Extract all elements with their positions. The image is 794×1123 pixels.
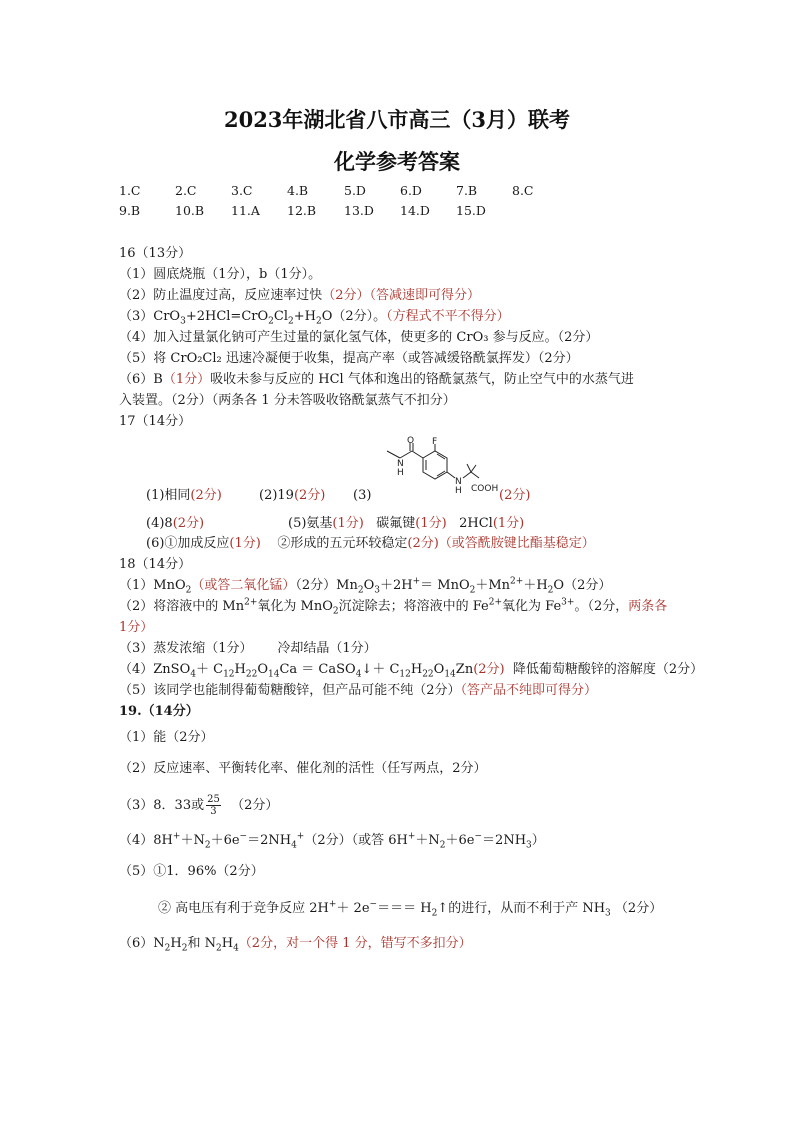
subscript: 2 <box>332 606 339 617</box>
q17-row1-part3: (3) <box>353 488 372 503</box>
q18-heading: 18（14分） <box>119 557 192 572</box>
subscript: 14 <box>268 669 280 680</box>
text: ＋H <box>523 578 548 593</box>
text: （6）N <box>119 936 165 951</box>
subscript: 2 <box>431 908 438 919</box>
q17-row1-score: (2分) <box>499 488 531 503</box>
text: Zn <box>455 662 474 677</box>
subscript: 2 <box>181 943 188 954</box>
mc-answer: 15.D <box>456 203 486 218</box>
q17-heading: 17（14分） <box>119 414 192 429</box>
q17-row2-part5 <box>288 516 524 532</box>
q18-line3 <box>119 641 377 657</box>
text: ＋N <box>415 833 440 848</box>
q17-row2 <box>146 516 204 532</box>
subscript: 12 <box>223 669 235 680</box>
subscript: 2 <box>268 316 274 327</box>
text: O <box>433 662 445 677</box>
score-note: （或答二氧化锰） <box>191 578 296 593</box>
mc-answer: 14.D <box>400 203 430 218</box>
superscript: − <box>474 831 483 842</box>
score-note: (2分) <box>293 488 326 503</box>
score-note: （1分） <box>162 372 211 387</box>
text: ＋ C <box>195 662 224 677</box>
subscript: 2 <box>288 316 294 327</box>
q18-line2 <box>119 599 667 615</box>
superscript: 2+ <box>244 597 258 608</box>
subscript: 3 <box>180 316 186 327</box>
subscript: 14 <box>444 669 456 680</box>
text: 吸收未参与反应的 HCl 气体和逸出的铬酰氯蒸气，防止空气中的水蒸气进 <box>210 372 634 387</box>
structure-formula-image <box>355 436 505 502</box>
mol-label: N <box>455 477 462 487</box>
score-note: (1分) <box>415 516 447 531</box>
text: O（2分） <box>553 578 612 593</box>
mc-answer: 8.C <box>512 183 534 198</box>
text: ＝2NH <box>482 833 527 848</box>
text: (2)19 <box>259 488 294 503</box>
score-note: （答产品不纯即可得分） <box>460 683 598 698</box>
text: ＋6e <box>210 833 240 848</box>
mol-label: O <box>407 436 415 446</box>
score-note: （方程式不平不得分） <box>386 309 510 324</box>
q18-line2-cont: 1分） <box>119 620 154 635</box>
text: （2分）（或答 6H <box>304 833 408 848</box>
text: 氧化为 MnO <box>257 599 333 614</box>
page-title: 2023年湖北省八市高三（3月）联考 <box>223 107 571 132</box>
text: (6)①加成反应 <box>146 536 230 551</box>
score-note: (2分) <box>190 488 222 503</box>
text: Ca ＝ CaSO <box>279 662 356 677</box>
text: H <box>234 662 246 677</box>
q17-row1 <box>146 488 222 504</box>
text: ↓＋ C <box>361 662 400 677</box>
text: H <box>221 936 234 951</box>
text: （3）8．33或 <box>119 798 205 813</box>
superscript: + <box>328 899 337 910</box>
q16-line1: （1）圆底烧瓶（1分），b（1分）。 <box>119 267 322 282</box>
text: Cl <box>273 309 288 324</box>
text: O <box>363 578 375 593</box>
text: （2）防止温度过高，反应速率过快 <box>119 288 323 303</box>
text: 降低葡萄糖酸锌的溶解度（2分） <box>512 662 704 677</box>
q16-line5: （5）将 CrO₂Cl₂ 迅速冷凝便于收集，提高产率（或答减缓铬酰氯挥发）（2分） <box>119 351 579 366</box>
mc-answer: 4.B <box>287 183 309 198</box>
text: ② 高电压有利于竞争反应 2H <box>158 901 329 916</box>
mc-answer: 13.D <box>344 203 374 218</box>
q16-line3 <box>119 309 510 325</box>
mc-answer: 11.A <box>231 203 260 218</box>
superscript: + <box>412 576 421 587</box>
subscript: 2 <box>439 840 446 851</box>
q17-row1-part2 <box>259 488 325 504</box>
q19-line2: （2）反应速率、平衡转化率、催化剂的活性（任写两点，2分） <box>119 761 487 776</box>
subscript: 2 <box>547 585 554 596</box>
q16-line4: （4）加入过量氯化钠可产生过量的氯化氢气体，使更多的 CrO₃ 参与反应。（2分） <box>119 330 599 345</box>
mc-answer: 9.B <box>119 203 141 218</box>
fraction-denominator: 3 <box>210 806 217 817</box>
fraction <box>206 794 221 817</box>
q17-row3 <box>146 536 595 552</box>
superscript: − <box>369 899 378 910</box>
text: （1）MnO <box>119 578 186 593</box>
text: （6）B <box>119 372 163 387</box>
text: ＋Mn <box>475 578 511 593</box>
subscript: 12 <box>399 669 411 680</box>
mc-answer: 6.D <box>400 183 422 198</box>
text: ＋2H <box>379 578 413 593</box>
subscript: 3 <box>526 840 532 851</box>
score-note: 两条各 <box>628 599 668 614</box>
superscript: + <box>296 831 305 842</box>
mol-label: COOH <box>471 484 499 494</box>
subscript: 2 <box>185 585 192 596</box>
mc-answer: 12.B <box>287 203 317 218</box>
text: 碳氟键 <box>376 516 416 531</box>
score-note: （2分，对一个得 1 分，错写不多扣分） <box>238 936 472 951</box>
score-note: （2分）（答减速即可得分） <box>322 288 481 303</box>
superscript: + <box>407 831 416 842</box>
score-note: (2分) <box>473 662 505 677</box>
text: ＝ MnO <box>420 578 470 593</box>
text: 2HCl <box>459 516 493 531</box>
q16-line6 <box>119 372 634 388</box>
subscript: 4 <box>355 669 362 680</box>
text: ＝2NH <box>247 833 292 848</box>
text: (1)相同 <box>146 488 191 503</box>
subscript: 2 <box>215 943 222 954</box>
score-note: (1分) <box>492 516 525 531</box>
text: （2分） <box>231 798 279 813</box>
subscript: 22 <box>245 669 258 680</box>
text: （4）ZnSO <box>119 662 191 677</box>
q19-line1: （1）能（2分） <box>119 730 214 745</box>
subscript: 2 <box>164 943 171 954</box>
superscript: 3+ <box>561 597 575 608</box>
text: 沉淀除去；将溶液中的 Fe <box>338 599 489 614</box>
text: ＝＝＝ H <box>377 901 432 916</box>
text: （2分） <box>614 901 663 916</box>
mc-answer: 3.C <box>231 183 253 198</box>
text: H <box>170 936 182 951</box>
q16-heading: 16（13分） <box>119 246 192 261</box>
subscript: 3 <box>374 585 380 596</box>
mol-label: H <box>397 468 404 478</box>
q19-line4 <box>119 833 545 849</box>
q18-line4 <box>119 662 703 678</box>
mol-label: N <box>397 459 404 469</box>
q19-line5: （5）①1．96%（2分） <box>119 864 264 879</box>
text: ↑的进行，从而不利于产 NH <box>437 901 606 916</box>
mol-label: F <box>432 437 438 447</box>
text: ） <box>531 833 545 848</box>
text: （5）该同学也能制得葡萄糖酸锌，但产品可能不纯（2分） <box>119 683 461 698</box>
text: ＋N <box>180 833 205 848</box>
mc-answer: 5.D <box>344 183 366 198</box>
mc-answer: 7.B <box>456 183 478 198</box>
score-note: (1分) <box>332 516 364 531</box>
text: 冷却结晶（1分） <box>277 641 377 656</box>
subscript: 4 <box>291 840 297 851</box>
mc-answer: 10.B <box>175 203 205 218</box>
subscript: 2 <box>469 585 476 596</box>
text: ＋6e <box>445 833 475 848</box>
subscript: 2 <box>315 316 322 327</box>
text: ②形成的五元环较稳定 <box>277 536 408 551</box>
superscript: 2+ <box>488 597 503 608</box>
text: (5)氨基 <box>288 516 333 531</box>
text: 氧化为 Fe <box>502 599 562 614</box>
text: （3）蒸发浓缩（1分） <box>119 641 253 656</box>
text: 和 N <box>187 936 216 951</box>
text: （4）8H <box>119 833 173 848</box>
superscript: − <box>239 831 248 842</box>
text: 。（2分， <box>574 599 629 614</box>
q19-line6 <box>158 901 662 917</box>
subscript: 4 <box>190 669 196 680</box>
mc-answer: 1.C <box>119 183 141 198</box>
q18-line5 <box>119 683 597 699</box>
q19-line7 <box>119 936 472 952</box>
subscript: 22 <box>422 669 434 680</box>
text: ＋ 2e <box>336 901 370 916</box>
q19-line3 <box>119 794 278 817</box>
fraction-numerator: 25 <box>207 794 220 805</box>
score-note: (1分) <box>229 536 261 551</box>
subscript: 3 <box>605 908 611 919</box>
q16-line2 <box>119 288 480 304</box>
mc-answer: 2.C <box>175 183 197 198</box>
superscript: + <box>172 831 181 842</box>
score-note: (2分)（或答酰胺键比酯基稳定） <box>407 536 595 551</box>
mol-label: H <box>455 486 462 496</box>
superscript: 2+ <box>510 576 524 587</box>
subscript: 4 <box>233 943 239 954</box>
text: （2）将溶液中的 Mn <box>119 599 245 614</box>
score-note: (2分) <box>172 516 205 531</box>
text: H <box>410 662 423 677</box>
q16-line7: 入装置。（2分）（两条各 1 分未答吸收铬酰氯蒸气不扣分） <box>119 393 456 408</box>
text: （2分）Mn <box>295 578 358 593</box>
text: +H <box>293 309 316 324</box>
text: +2HCl=CrO <box>185 309 269 324</box>
subscript: 2 <box>204 840 211 851</box>
q19-heading: 19.（14分） <box>119 704 199 719</box>
subscript: 2 <box>357 585 364 596</box>
text: O <box>257 662 268 677</box>
text: (4)8 <box>146 516 173 531</box>
page-subtitle: 化学参考答案 <box>334 149 460 174</box>
text: O（2分）。 <box>321 309 387 324</box>
q18-line1 <box>119 578 611 594</box>
text: （3）CrO <box>119 309 181 324</box>
